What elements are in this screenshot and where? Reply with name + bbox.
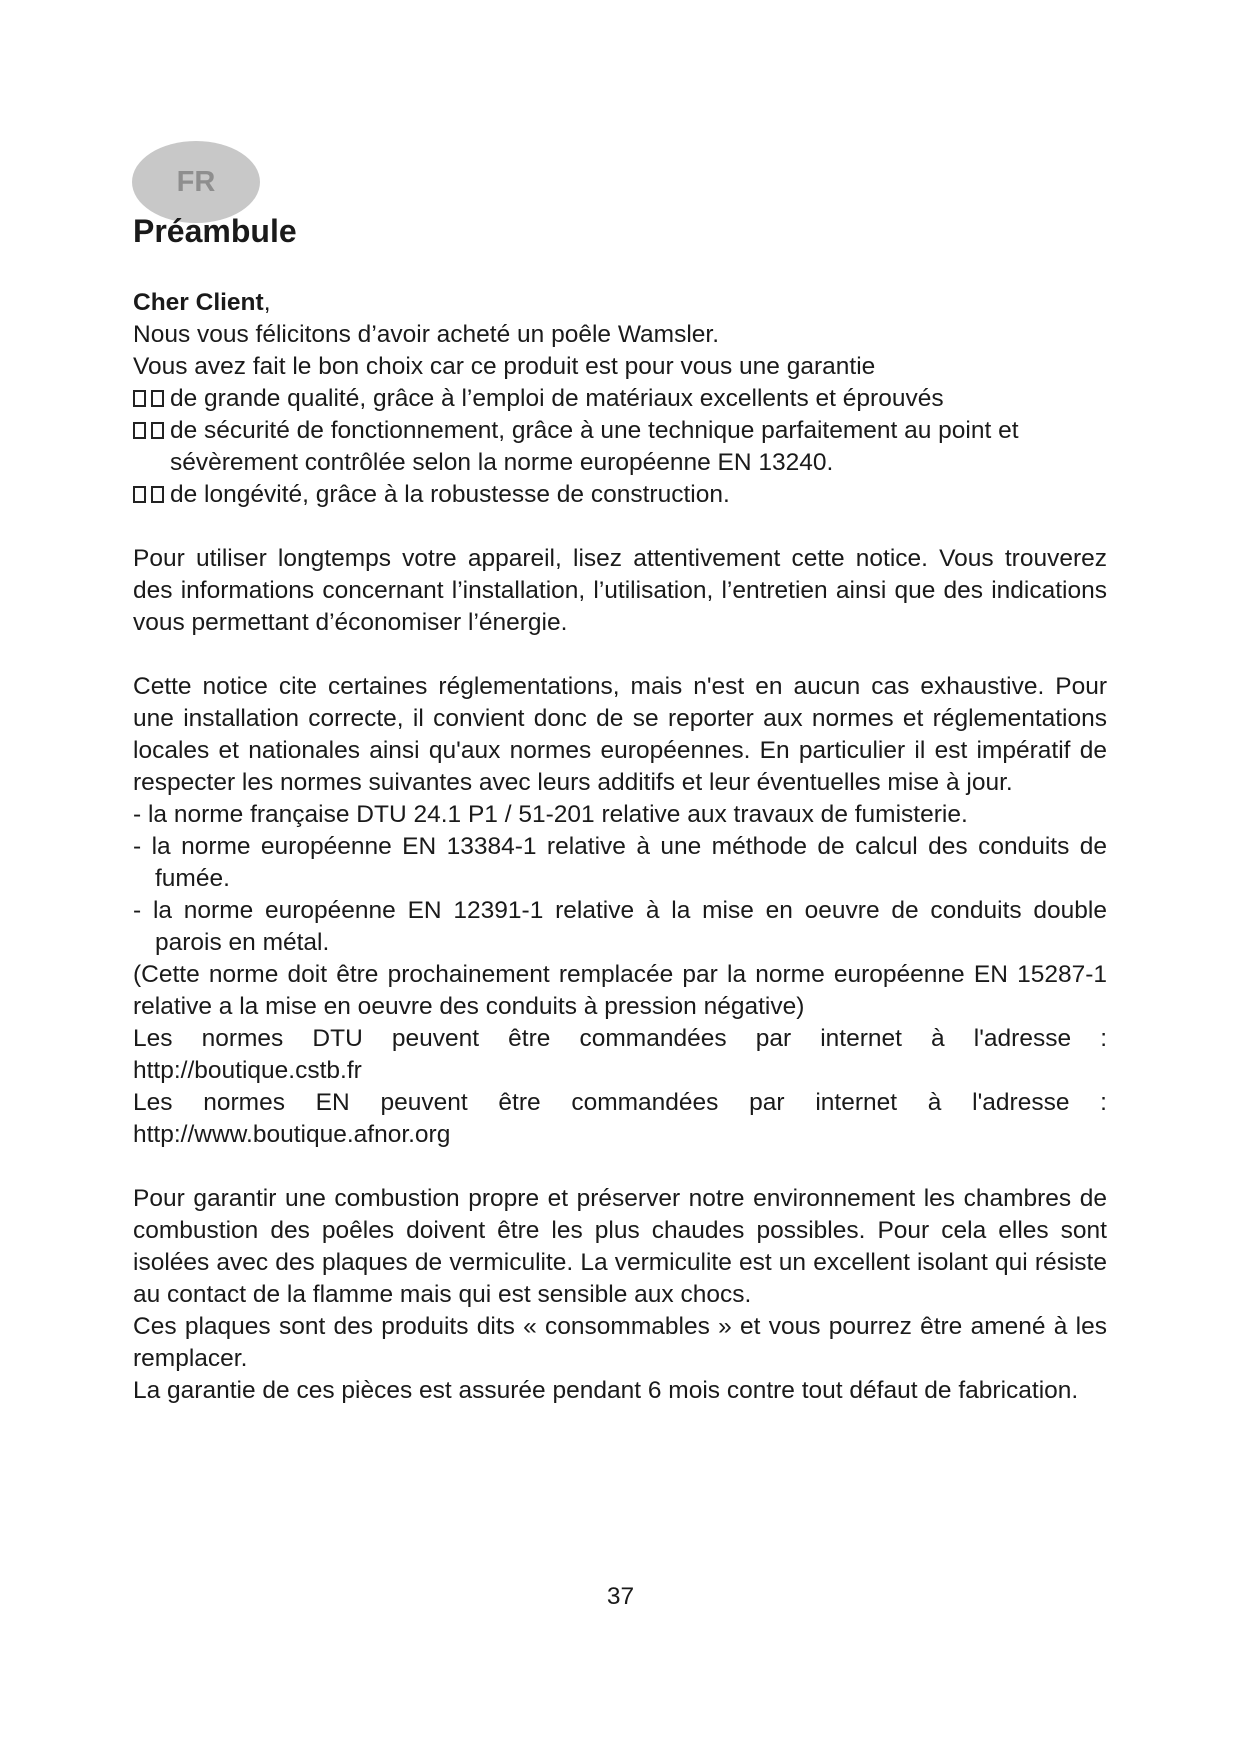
spacer: [133, 1151, 1107, 1183]
language-badge: [132, 141, 260, 223]
consumables-paragraph: Ces plaques sont des produits dits « consommables » et vous pourrez être amené à les remplacer.: [133, 1313, 1107, 1372]
dtu-ordering-text: Les normes DTU peuvent être commandées par internet à l'adresse :: [133, 1025, 1107, 1052]
combustion-paragraph: Pour garantir une combustion propre et préserver notre environnement les chambres de combustion des poêles doivent être les plus chaudes possibles. Pour cela elles sont isolées avec des plaques de vermiculite. La vermiculite est un excellent isolant qui résiste au contact de la flamme mais qui est sensible aux chocs.: [133, 1185, 1107, 1308]
guarantee-item: [133, 383, 1107, 415]
standard-item: - la norme européenne EN 12391-1 relative à la mise en oeuvre de conduits double parois en métal.: [133, 897, 1107, 956]
replacement-note: (Cette norme doit être prochainement remplacée par la norme européenne EN 15287-1 relative a la mise en oeuvre des conduits à pression négative): [133, 961, 1107, 1020]
spacer: [133, 511, 1107, 543]
regulations-paragraph: Cette notice cite certaines réglementations, mais n'est en aucun cas exhaustive. Pour une installation correcte, il convient donc de se reporter aux normes et réglementations locales et nationales ainsi qu'aux normes européennes. En particulier il est impératif de respecter les normes suivantes avec leurs additifs et leur éventuelles mise à jour.: [133, 673, 1107, 796]
standard-item: - la norme française DTU 24.1 P1 / 51-201 relative aux travaux de fumisterie.: [133, 801, 968, 828]
guarantee-item: [133, 415, 1107, 479]
usage-paragraph: Pour utiliser longtemps votre appareil, lisez attentivement cette notice. Vous trouverez des informations concernant l’installation, l’utilisation, l’entretien ainsi que des indications vous permettant d’économiser l’énergie.: [133, 545, 1107, 636]
dtu-url: http://boutique.cstb.fr: [133, 1057, 362, 1084]
guarantee-text: de longévité, grâce à la robustesse de construction.: [170, 481, 730, 508]
checkbox-icon: [151, 486, 164, 503]
document-body: [133, 287, 1107, 1407]
intro-line-1: Nous vous félicitons d’avoir acheté un poêle Wamsler.: [133, 321, 720, 348]
standards-list: [133, 799, 1107, 959]
language-badge-label: FR: [176, 165, 216, 198]
guarantee-list: [133, 383, 1107, 511]
standard-item: - la norme européenne EN 13384-1 relative à une méthode de calcul des conduits de fumée.: [133, 833, 1107, 892]
checkbox-icon: [151, 390, 164, 407]
greeting-comma: ,: [263, 289, 271, 316]
en-ordering-text: Les normes EN peuvent être commandées par internet à l'adresse :: [133, 1089, 1107, 1116]
checkbox-icon: [133, 390, 146, 407]
checkbox-icon: [151, 422, 164, 439]
page-title: Préambule: [133, 213, 297, 249]
warranty-paragraph: La garantie de ces pièces est assurée pendant 6 mois contre tout défaut de fabrication.: [133, 1377, 1079, 1404]
guarantee-text: de sécurité de fonctionnement, grâce à une technique parfaitement au point et sévèrement contrôlée selon la norme européenne EN 13240.: [170, 417, 1019, 476]
guarantee-item: [133, 479, 1107, 511]
spacer: [133, 639, 1107, 671]
checkbox-icon: [133, 422, 146, 439]
en-url: http://www.boutique.afnor.org: [133, 1121, 451, 1148]
guarantee-text: de grande qualité, grâce à l’emploi de matériaux excellents et éprouvés: [170, 385, 944, 412]
greeting: [133, 287, 1107, 319]
intro-line-2: Vous avez fait le bon choix car ce produit est pour vous une garantie: [133, 353, 876, 380]
greeting-salutation: Cher Client: [133, 289, 264, 316]
page-number: 37: [606, 1583, 635, 1610]
checkbox-icon: [133, 486, 146, 503]
